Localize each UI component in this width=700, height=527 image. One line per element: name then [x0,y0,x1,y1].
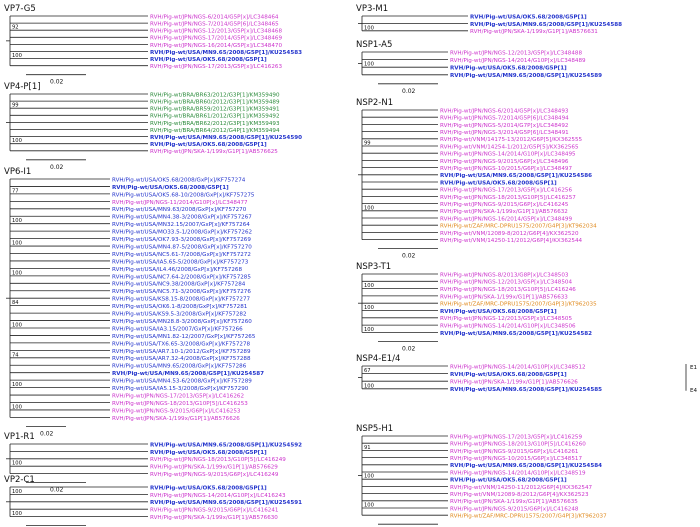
taxon-label: RVH/Pig-wt/JPN/NGS-10/2015/G6P[x]/LC348517 [450,456,583,462]
bootstrap-value: 100 [364,326,374,333]
taxon-label: RVH/Pig-wt/BRA/BR61/2012/G3P[1]/KM359492 [150,113,280,120]
bootstrap-value: 100 [364,383,374,390]
bootstrap-value: 100 [364,61,374,68]
taxon-label: RVH/Pig-wt/JPN/NGS-17/2013/G5P[x]/LC416256 [440,187,573,194]
taxon-label: RVH/Pig-wt/JPN/NGS-12/2013/G5P[x]/LC348488 [450,50,583,57]
panel-title: VP3-M1 [356,4,389,14]
tree-panel-vp3 [356,4,622,35]
taxon-label: RVH/Pig-wt/USA/MN9.65/2008/G5P[1]/KU254591 [150,500,302,507]
taxon-label: RVH/Pig-wt/USA/IL4.46/2008/GxP[x]/KF757268 [112,266,243,273]
taxon-label: RVH/Pig-wt/JPN/SKA-1/199x/G1P[1]/AB576626 [450,379,578,386]
taxon-label: RVH/Pig-wt/USA/MN9.65/2008/G5P[1]/KU254585 [450,387,602,394]
panel-title: NSP1-A5 [356,40,393,50]
scale-bar-label: 0.02 [402,87,416,95]
bootstrap-value: 100 [12,53,22,60]
taxon-label: RVH/Pig-wt/ZAF/MRC-DPRU1575/2007/G4P[3]/KT962037 [450,513,607,520]
taxon-label: RVH/Pig-wt/JPN/NGS-18/2013/G10P[5]/LC416253 [112,400,248,407]
bootstrap-value: 100 [12,240,22,247]
bootstrap-value: 84 [12,300,19,307]
panel-title: NSP2-N1 [356,98,394,108]
taxon-label: RVH/Pig-wt/JPN/SKA-1/199x/G1P[1]/AB576625 [150,149,278,156]
tree-panel-vp1 [4,432,302,494]
taxon-label: RVH/Pig-wt/JPN/NGS-9/2015/G6P[x]/LC348496 [440,158,569,165]
taxon-label: RVH/Pig-wt/JPN/NGS-9/2015/G6P[x]/LC416248 [450,506,579,513]
bootstrap-value: 91 [364,444,371,451]
taxon-label: RVH/Pig-wt/JPN/NGS-17/2014/G5P[x]/LC348469 [150,35,283,42]
taxon-label: RVH/Pig-wt/JPN/NGS-14/2014/G10P[x]/LC348512 [450,364,586,371]
taxon-label: RVH/Pig-wt/USA/OK6.1-8/2008/GxP[x]/KF757281 [112,304,248,311]
bootstrap-value: 100 [12,404,22,411]
bootstrap-value: 74 [12,352,19,359]
taxon-label: RVH/Pig-wt/VNM/14175-13/2012/G6P[5]/KX362555 [440,137,583,144]
panel-title: VP1-R1 [4,432,35,442]
taxon-label: RVH/Pig-wt/JPN/SKA-1/199x/G1P[1]/AB576632 [440,209,568,216]
bootstrap-value: 100 [12,322,22,329]
taxon-label: RVH/Pig-wt/USA/OK5.68/2008/G5P[1] [150,485,267,492]
scale-bar-label: 0.02 [402,252,416,260]
taxon-label: RVH/Pig-wt/JPN/SKA-1/199x/G1P[1]/AB576626 [112,415,240,422]
panel-title: NSP5-H1 [356,424,394,434]
bootstrap-value: 99 [364,140,371,147]
bootstrap-value: 100 [12,382,22,389]
panel-title: VP6-I1 [4,167,32,177]
bootstrap-value: 100 [364,502,374,509]
taxon-label: RVH/Pig-wt/USA/MN9.63/2008/GxP[x]/KF757270 [112,207,247,214]
taxon-label: RVH/Pig-wt/BRA/BR59/2012/G3P[1]/KM359491 [150,106,280,113]
taxon-label: RVH/Pig-wt/JPN/NGS-9/2015/G6P[x]/LC416253 [112,408,241,415]
taxon-label: RVH/Pig-wt/USA/OK5.68/2008/GxP[x]/KF757274 [112,177,246,184]
taxon-label: RVH/Pig-wt/ZAF/MRC-DPRU1575/2007/G4P[3]/KT962034 [440,223,597,230]
tree-panel-vp6 [4,167,264,437]
taxon-label: RVH/Pig-wt/JPN/NGS-17/2013/G5P[x]/LC416263 [150,64,283,71]
taxon-label: RVH/Pig-wt/USA/MN9.65/2008/G5P[1]/KU254588 [470,21,622,28]
taxon-label: RVH/Pig-wt/JPN/NGS-14/2014/G10P[x]/LC348489 [450,58,586,64]
taxon-label: RVH/Pig-wt/JPN/NGS-14/2014/G10P[x]/LC416243 [150,492,286,499]
bootstrap-value: 77 [12,188,19,195]
taxon-label: RVH/Pig-wt/USA/MN9.65/2008/G5P[1]/KU254586 [440,173,592,180]
bootstrap-value: 100 [12,270,22,277]
tree-panel-nsp5 [356,424,607,527]
taxon-label: RVH/Pig-wt/USA/MN9.65/2008/G5P[1]/KU254590 [150,135,302,141]
taxon-label: RVH/Pig-wt/USA/IA3.15/2007/GxP[x]/KF757266 [112,326,243,333]
taxon-label: RVH/Pig-wt/VNM/12089-8/2012/G6P[4]/KX362520 [440,230,579,237]
taxon-label: RVH/Pig-wt/JPN/NGS-9/2015/G6P[x]/LC416261 [450,448,579,455]
taxon-label: RVH/Pig-wt/USA/OK5.68/2008/G5P[1] [150,449,267,456]
taxon-label: RVH/Pig-wt/JPN/NGS-14/2014/G10P[x]/LC348519 [450,470,586,477]
panel-title: VP7-G5 [4,4,36,14]
taxon-label: RVH/Pig-wt/JPN/NGS-11/2014/G10P[x]/LC348477 [112,199,248,206]
taxon-label: RVH/Pig-wt/USA/OK5.68/2008/G5P[1] [150,57,267,63]
taxon-label: RVH/Pig-wt/VNM/14250-11/2012/G6P[4]/KX362547 [450,484,593,491]
taxon-label: RVH/Pig-wt/USA/MN28.8-3/2008/GxP[x]/KF757260 [112,318,252,325]
taxon-label: RVH/Pig-wt/JPN/NGS-10/2015/G6P[x]/LC348497 [440,166,573,172]
taxon-label: RVH/Pig-wt/USA/OK5.68/2008/G5P[1] [440,308,557,315]
taxon-label: RVH/Pig-wt/JPN/NGS-5/2014/G7P[x]/LC348492 [440,122,569,129]
panel-title: NSP4-E1/4 [356,354,401,364]
taxon-label: RVH/Pig-wt/USA/MN9.65/2008/G5P[1]/KU254592 [150,442,302,449]
bootstrap-value: 100 [364,205,374,212]
panel-title: NSP3-T1 [356,262,392,272]
tree-panel-vp4 [4,82,302,171]
taxon-label: RVH/Pig-wt/JPN/NGS-6/2014/G5P[x]/LC348464 [150,14,279,21]
taxon-label: RVH/Pig-wt/USA/NC9.38/2008/GxP[x]/KF757284 [112,281,246,288]
taxon-label: RVH/Pig-wt/JPN/NGS-18/2013/G10P[5]/LC416260 [450,441,586,448]
taxon-label: RVH/Pig-wt/USA/MN9.65/2008/GxP[x]/KF757286 [112,363,247,370]
taxon-label: RVH/Pig-wt/JPN/NGS-7/2014/G5P[6]/LC348465 [150,21,279,28]
taxon-label: RVH/Pig-wt/JPN/NGS-9/2015/G6P[x]/LC416241 [150,507,279,514]
taxon-label: RVH/Pig-wt/JPN/NGS-8/2013/G8P[x]/LC348503 [440,272,569,279]
taxon-label: RVH/Pig-wt/USA/NC7.64-2/2008/GxP[x]/KF757285 [112,274,251,281]
taxon-label: RVH/Pig-wt/USA/OK5.68/2008/G5P[1] [450,372,567,378]
scale-bar-label: 0.02 [402,345,416,353]
taxon-label: RVH/Pig-wt/JPN/NGS-16/2014/G5P[x]/LC348499 [440,216,573,223]
bootstrap-value: 92 [12,24,19,31]
taxon-label: RVH/Pig-wt/JPN/NGS-3/2014/G5P[6]/LC348491 [440,130,569,136]
taxon-label: RVH/Pig-wt/USA/MN9.65/2008/G5P[1]/KU254587 [112,371,264,378]
tree-panel-vp7 [4,4,302,86]
taxon-label: RVH/Pig-wt/USA/MN9.65/2008/G5P[1]/KU254589 [450,73,602,80]
taxon-label: RVH/Pig-wt/JPN/SKA-1/199x/G1P[1]/AB576631 [470,29,598,36]
taxon-label: RVH/Pig-wt/VNM/12089-8/2012/G6P[4]/KX362523 [450,492,589,498]
taxon-label: RVH/Pig-wt/JPN/SKA-1/199x/G1P[1]/AB576629 [150,464,278,471]
taxon-label: RVH/Pig-wt/USA/OK5.68/2008/G5P[1] [112,184,229,191]
taxon-label: RVH/Pig-wt/USA/KS9.5-3/2008/GxP[x]/KF757282 [112,311,247,318]
taxon-label: RVH/Pig-wt/BRA/BR63/2012/G3P[1]/KM359490 [150,92,280,99]
taxon-label: RVH/Pig-wt/USA/OK5.68/2008/G5P[1] [450,477,567,484]
taxon-label: RVH/Pig-wt/USA/MO33.5-1/2008/GxP[x]/KF757262 [112,229,253,236]
taxon-label: RVH/Pig-wt/VNM/14250-11/2012/G6P[4]/KX362544 [440,238,583,244]
taxon-label: RVH/Pig-wt/USA/MN32.15/2007/GxP[x]/KF757264 [112,222,250,229]
taxon-label: RVH/Pig-wt/JPN/NGS-14/2014/G10P[x]/LC348495 [440,151,576,158]
taxon-label: RVH/Pig-wt/BRA/BR62/2012/G3P[1]/KM359493 [150,120,280,127]
taxon-label: RVH/Pig-wt/BRA/BR60/2012/G3P[1]/KM359489 [150,99,280,106]
taxon-label: RVH/Pig-wt/USA/AR7.10-1/2012/GxP[x]/KF757289 [112,348,251,355]
taxon-label: RVH/Pig-wt/USA/OK5.68/2008/G5P[1] [150,142,267,149]
taxon-label: RVH/Pig-wt/ZAF/MRC-DPRU1575/2007/G4P[3]/KT962035 [440,301,597,308]
bootstrap-value: 100 [364,25,374,32]
taxon-label: RVH/Pig-wt/USA/OK5.68/2008/G5P[1] [440,180,557,187]
taxon-label: RVH/Pig-wt/USA/OK5.68/2008/G5P[1] [470,14,587,21]
taxon-label: RVH/Pig-wt/USA/OK5.68-10/2008/GxP[x]/KF757275 [112,192,255,199]
taxon-label: RVH/Pig-wt/JPN/NGS-18/2013/G10P[5]/LC416249 [150,457,286,464]
bootstrap-value: 67 [364,368,371,375]
genotype-side-label: E4 [690,387,698,394]
taxon-label: RVH/Pig-wt/USA/MN4.38-3/2008/GxP[x]/KF757267 [112,214,252,221]
bootstrap-value: 100 [12,218,22,225]
taxon-label: RVH/Pig-wt/BRA/BR64/2012/G4P[1]/KM359494 [150,127,280,134]
taxon-label: RVH/Pig-wt/JPN/NGS-12/2013/G5P[x]/LC348504 [440,279,573,286]
taxon-label: RVH/Pig-wt/JPN/SKA-1/199x/G1P[1]/AB576635 [450,499,578,506]
taxon-label: RVH/Pig-wt/USA/MN1.82-12/2007/GxP[x]/KF757265 [112,333,256,340]
taxon-label: RVH/Pig-wt/JPN/NGS-18/2013/G10P[5]/LC416257 [440,194,576,201]
taxon-label: RVH/Pig-wt/JPN/NGS-12/2013/G5P[x]/LC348468 [150,28,283,35]
bootstrap-value: 99 [12,102,19,109]
bootstrap-value: 100 [12,511,22,518]
taxon-label: RVH/Pig-wt/USA/OK5.68/2008/G5P[1] [450,65,567,72]
taxon-label: RVH/Pig-wt/JPN/NGS-12/2013/G5P[x]/LC348505 [440,316,573,323]
taxon-label: RVH/Pig-wt/USA/TX6.65-3/2008/GxP[x]/KF757278 [112,341,251,348]
taxon-label: RVH/Pig-wt/USA/MN9.65/2008/G5P[1]/KU254583 [150,49,302,56]
tree-panel-nsp1 [356,40,602,95]
taxon-label: RVH/Pig-wt/USA/OK7.93-3/2008/GxP[x]/KF757269 [112,237,251,243]
scale-bar-label: 0.02 [50,78,64,86]
taxon-label: RVH/Pig-wt/USA/KS8.15-8/2008/GxP[x]/KF757277 [112,296,251,303]
taxon-label: RVH/Pig-wt/JPN/NGS-17/2013/G5P[x]/LC416262 [112,393,245,400]
panel-title: VP4-P[1] [4,82,41,92]
taxon-label: RVH/Pig-wt/USA/IA5.65-5/2008/GxP[x]/KF757273 [112,259,249,266]
taxon-label: RVH/Pig-wt/USA/NC5.71-3/2008/GxP[x]/KF757276 [112,289,251,296]
genotype-side-label: E1 [690,365,698,371]
scale-bar-label: 0.02 [50,163,64,171]
scale-bar-label: 0.02 [40,430,54,438]
taxon-label: RVH/Pig-wt/USA/IA5.15-3/2008/GxP[x]/KF757290 [112,386,249,392]
bootstrap-value: 100 [364,473,374,480]
bootstrap-value: 100 [364,283,374,290]
taxon-label: RVH/Pig-wt/JPN/NGS-6/2014/G5P[x]/LC348493 [440,108,569,115]
taxon-label: RVH/Pig-wt/USA/AR7.32-4/2008/GxP[x]/KF757288 [112,356,251,363]
taxon-label: RVH/Pig-wt/JPN/NGS-7/2014/G5P[6]/LC348494 [440,115,569,122]
bootstrap-value: 100 [12,460,22,467]
taxon-label: RVH/Pig-wt/USA/NC5.61-7/2008/GxP[x]/KF757272 [112,251,251,258]
taxon-label: RVH/Pig-wt/JPN/SKA-1/199x/G1P[1]/AB576633 [440,294,568,301]
taxon-label: RVH/Pig-wt/JPN/NGS-17/2013/G5P[x]/LC416259 [450,434,583,441]
taxon-label: RVH/Pig-wt/JPN/NGS-14/2014/G10P[x]/LC348506 [440,323,576,330]
tree-panel-nsp2 [356,98,597,260]
taxon-label: RVH/Pig-wt/USA/MN4.53-6/2008/GxP[x]/KF757289 [112,378,252,385]
taxon-label: RVH/Pig-wt/JPN/NGS-18/2013/G10P[5]/LC416246 [440,287,576,293]
taxon-label: RVH/Pig-wt/USA/MN9.65/2008/G5P[1]/KU254582 [440,330,592,337]
taxon-label: RVH/Pig-wt/USA/MN4.87-5/2008/GxP[x]/KF757270 [112,244,252,251]
bootstrap-value: 100 [12,138,22,145]
scale-bar-label: 0.02 [50,486,64,494]
taxon-label: RVH/Pig-wt/JPN/NGS-9/2015/G6P[x]/LC416245 [440,202,569,208]
bootstrap-value: 100 [12,488,22,495]
panel-title: VP2-C1 [4,475,35,485]
taxon-label: RVH/Pig-wt/JPN/NGS-9/2015/G6P[x]/LC416249 [150,472,279,478]
taxon-label: RVH/Pig-wt/JPN/NGS-16/2014/G5P[x]/LC348470 [150,42,283,49]
taxon-label: RVH/Pig-wt/JPN/SKA-1/199x/G1P[1]/AB576630 [150,515,278,521]
bootstrap-value: 100 [364,305,374,311]
taxon-label: RVH/Pig-wt/VNM/14254-1/2012/G5P[5]/KX362565 [440,144,579,151]
taxon-label: RVH/Pig-wt/USA/MN9.65/2008/G5P[1]/KU254584 [450,463,602,470]
tree-panel-nsp4 [356,354,698,394]
tree-panel-nsp3 [356,262,597,352]
